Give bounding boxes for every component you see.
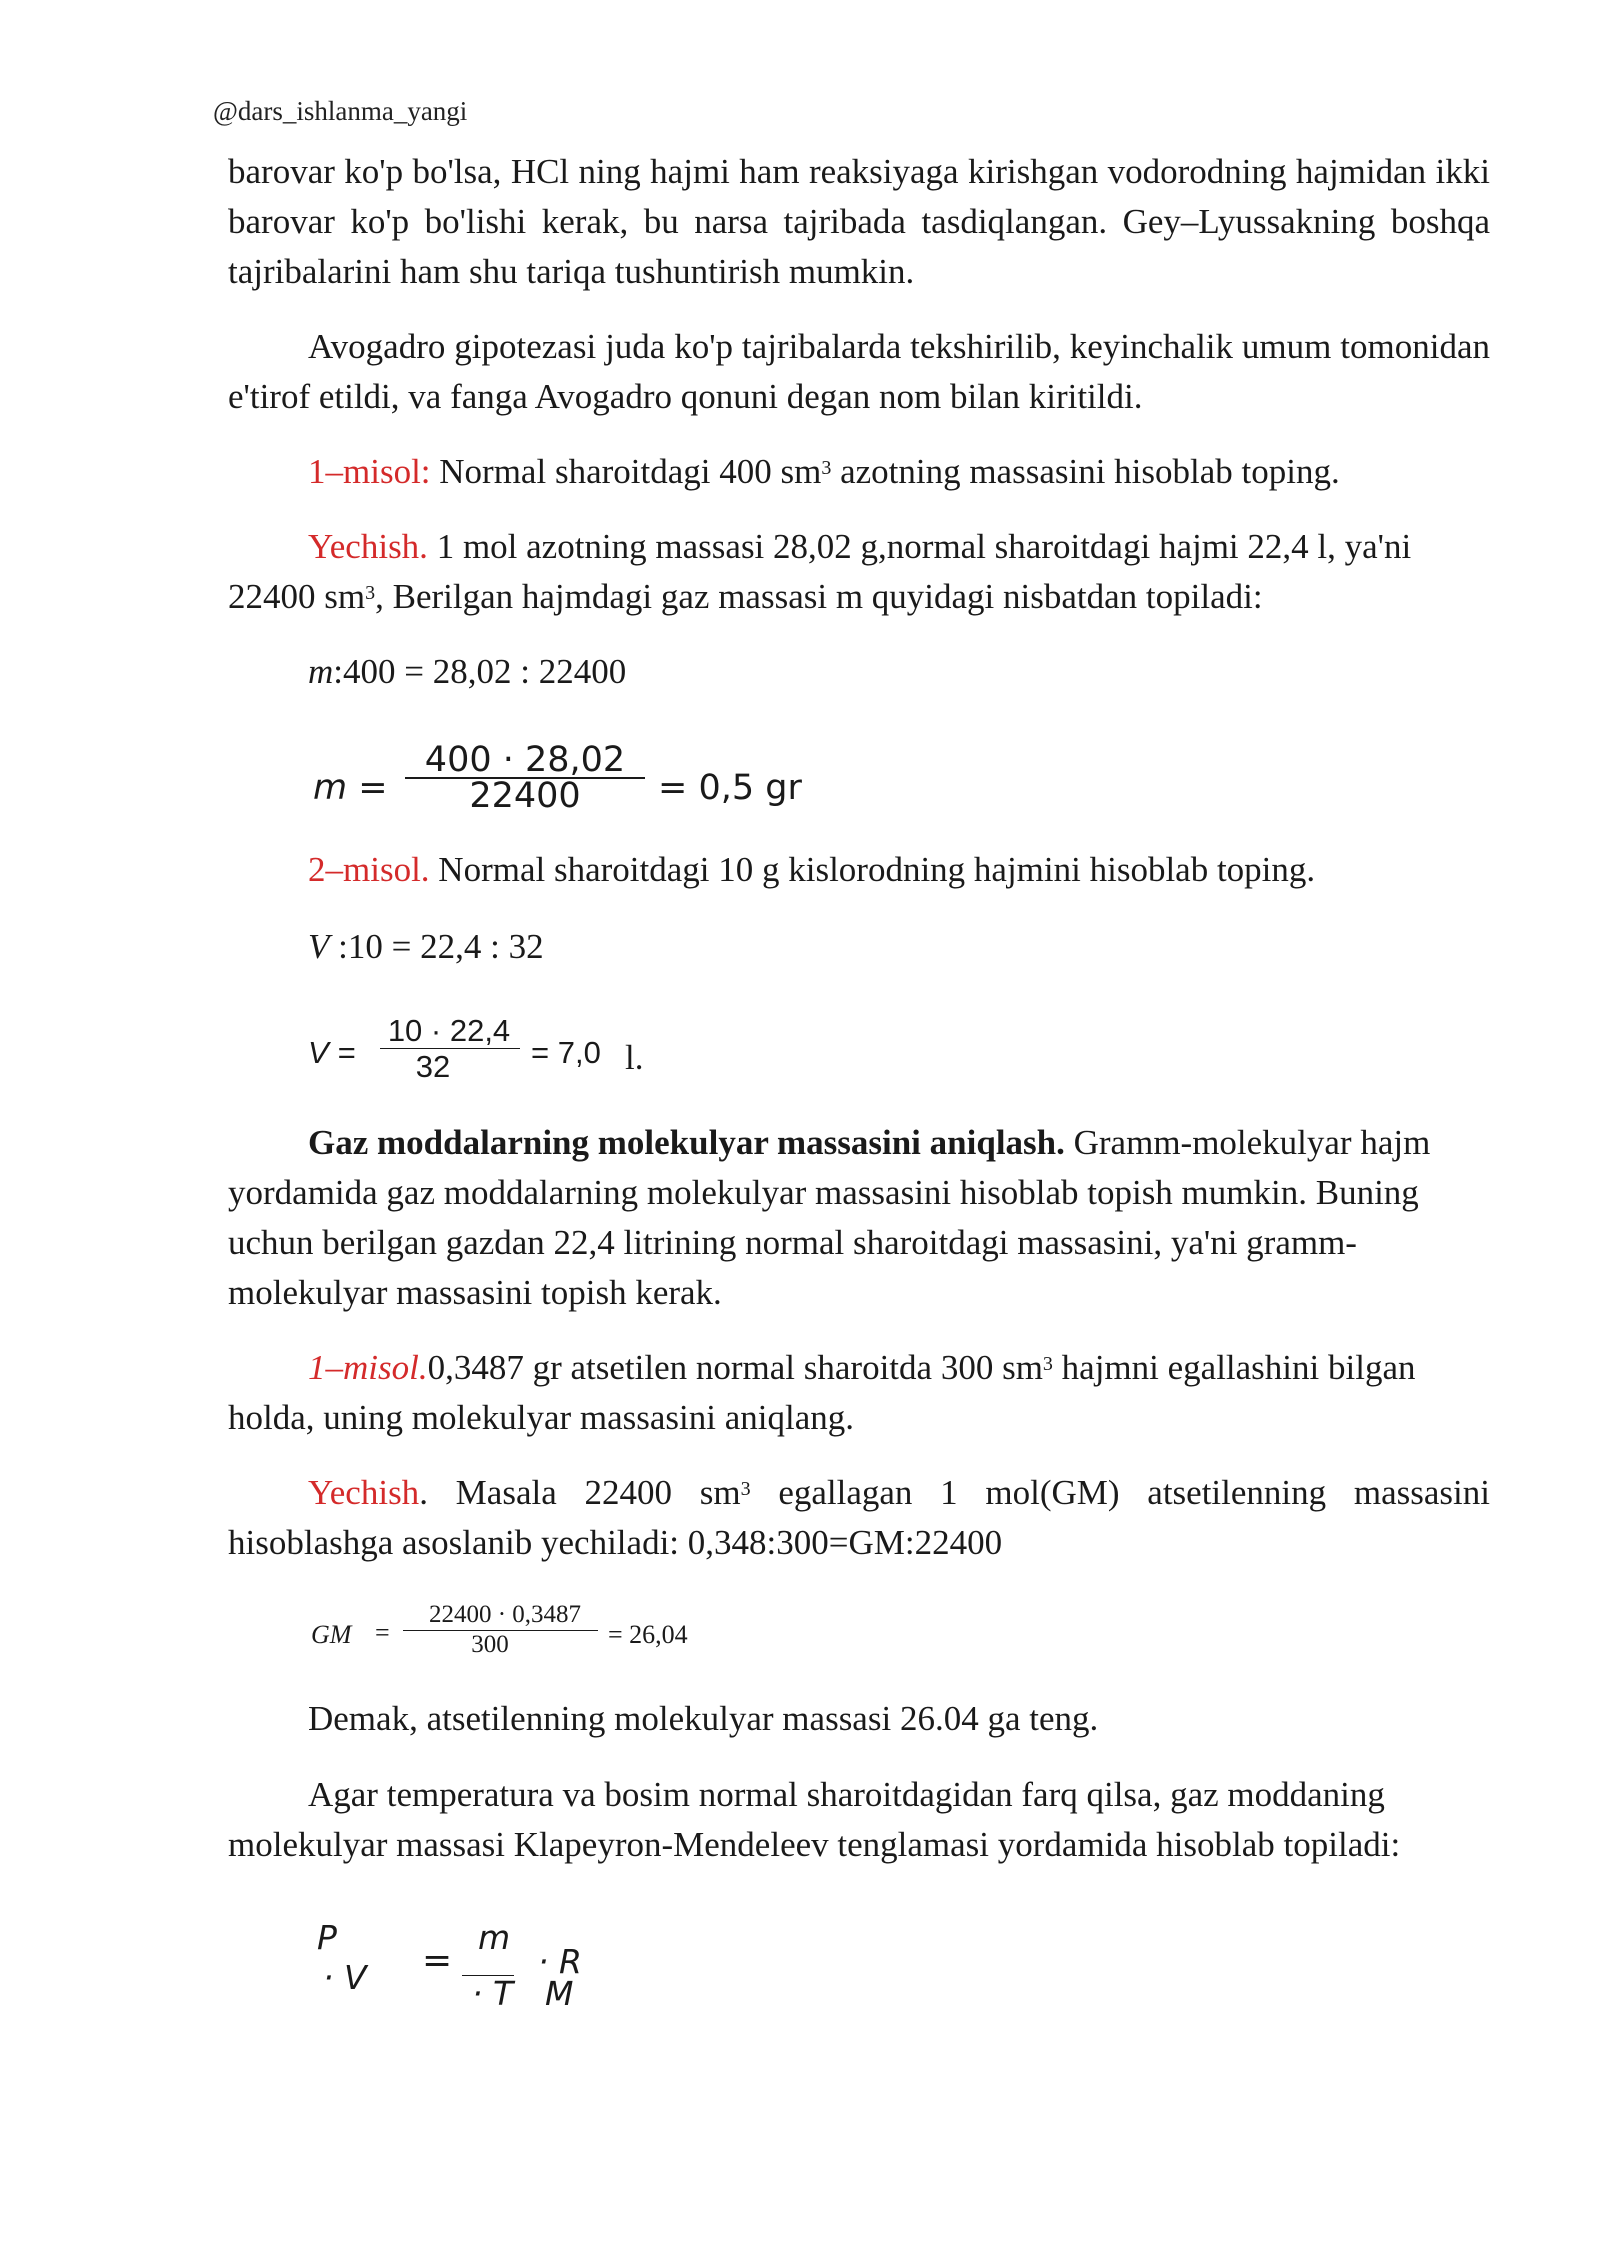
formula-2-unit: l. (625, 1038, 644, 1077)
equation-1-rest: :400 = 28,02 : 22400 (333, 652, 627, 691)
solution-3-label: Yechish (308, 1473, 420, 1512)
equation-1-var: m (308, 652, 334, 691)
solution-1-label: Yechish. (308, 527, 428, 566)
example-3-text-b: hajmni egallashini bilgan holda, uning molekulyar massasini aniqlang. (228, 1348, 1416, 1437)
solution-1-text-b: , Berilgan hajmdagi gaz massasi m quyidagi nisbatdan topiladi: (375, 577, 1263, 616)
example-1-text-b: azotning massasini hisoblab toping. (831, 452, 1340, 491)
formula-2-rhs: = 7,0 (531, 1035, 601, 1070)
equation-2-rest: :10 = 22,4 : 32 (329, 927, 544, 966)
formula-4-dot-v: · V (323, 1958, 367, 1997)
formula-4-p: P (317, 1918, 337, 1957)
example-3-text-a: 0,3487 gr atsetilen normal sharoitda 300 sm (427, 1348, 1043, 1387)
section-text: Gramm-molekulyar hajm yordamida gaz moddalarning molekulyar massasini hisoblab topish mumkin. Buning uchun berilgan gazdan 22,4 litrining normal sharoitdagi massasini, ya'ni gramm-molekulyar massasini topish kerak. (228, 1123, 1431, 1312)
formula-2-numerator: 10 · 22,4 (387, 1013, 511, 1048)
example-3-sup: 3 (1042, 1353, 1053, 1375)
formula-2-lhs: V = (308, 1035, 356, 1070)
formula-4-dot-t: · T (472, 1974, 514, 2013)
solution-3-text-b: egallagan 1 mol(GM) atsetilenning massasini hisoblashga asoslanib yechiladi: 0,348:300=GM:22400 (228, 1473, 1490, 1562)
formula-3-denominator: 300 (471, 1631, 509, 1658)
solution-3-text-a: . Masala 22400 sm (419, 1473, 741, 1512)
equation-2-var: V (308, 927, 330, 966)
solution-1-text-a: 1 mol azotning massasi 28,02 g,normal sharoitdagi hajmi 22,4 l, ya'ni 22400 sm (228, 527, 1412, 616)
example-1-sup: 3 (821, 457, 832, 479)
paragraph-1: barovar ko'p bo'lsa, HCl ning hajmi ham reaksiyaga kirishgan vodorodning hajmidan ikki barovar ko'p bo'lishi kerak, bu narsa tajribada tasdiqlangan. Gey–Lyussakning boshqa tajribalarini ham shu tariqa tushuntirish mumkin. (228, 152, 1490, 291)
formula-3-numerator: 22400 · 0,3487 (428, 1601, 582, 1628)
example-3-label: 1–misol. (308, 1348, 428, 1387)
example-2 (228, 845, 1490, 895)
formula-1-rhs: = 0,5 gr (658, 768, 802, 808)
formula-1-lhs: m = (313, 768, 388, 808)
solution-1-sup: 3 (365, 582, 376, 604)
example-1 (228, 447, 1490, 497)
formula-3-rhs: = 26,04 (608, 1620, 688, 1649)
equation-2 (308, 922, 544, 972)
formula-4-big-m: M (545, 1974, 574, 2013)
solution-3-sup: 3 (740, 1478, 751, 1500)
example-3 (228, 1343, 1498, 1443)
conclusion: Demak, atsetilenning molekulyar massasi 26.04 ga teng. (308, 1699, 1099, 1738)
section-title: Gaz moddalarning molekulyar massasini aniqlash. (308, 1123, 1065, 1162)
page-header: @dars_ishlanma_yangi (213, 96, 468, 126)
example-1-text-a: Normal sharoitdagi 400 sm (430, 452, 822, 491)
formula-4-dot-r: · R (538, 1942, 582, 1981)
section-paragraph (228, 1118, 1468, 1318)
equation-1 (308, 647, 626, 697)
example-2-label: 2–misol. (308, 850, 430, 889)
example-1-label: 1–misol: (308, 452, 431, 491)
formula-4-eq: = (422, 1940, 453, 1981)
formula-4-m: m (478, 1918, 511, 1957)
formula-1-numerator: 400 · 28,02 (424, 740, 626, 780)
paragraph-2: Avogadro gipotezasi juda ko'p tajribalarda tekshirilib, keyinchalik umum tomonidan e'tirof etildi, va fanga Avogadro qonuni degan nom bilan kiritildi. (228, 327, 1490, 416)
formula-1-denominator: 22400 (469, 776, 581, 816)
formula-2-denominator: 32 (415, 1049, 451, 1084)
solution-1 (228, 522, 1490, 622)
solution-3 (228, 1468, 1490, 1568)
formula-3-eq: = (375, 1618, 390, 1647)
example-2-text: Normal sharoitdagi 10 g kislorodning hajmini hisoblab toping. (429, 850, 1316, 889)
formula-3-lhs: GM (311, 1620, 352, 1649)
paragraph-last: Agar temperatura va bosim normal sharoitdagidan farq qilsa, gaz moddaning molekulyar massasi Klapeyron-Mendeleev tenglamasi yordamida hisoblab topiladi: (228, 1775, 1401, 1864)
